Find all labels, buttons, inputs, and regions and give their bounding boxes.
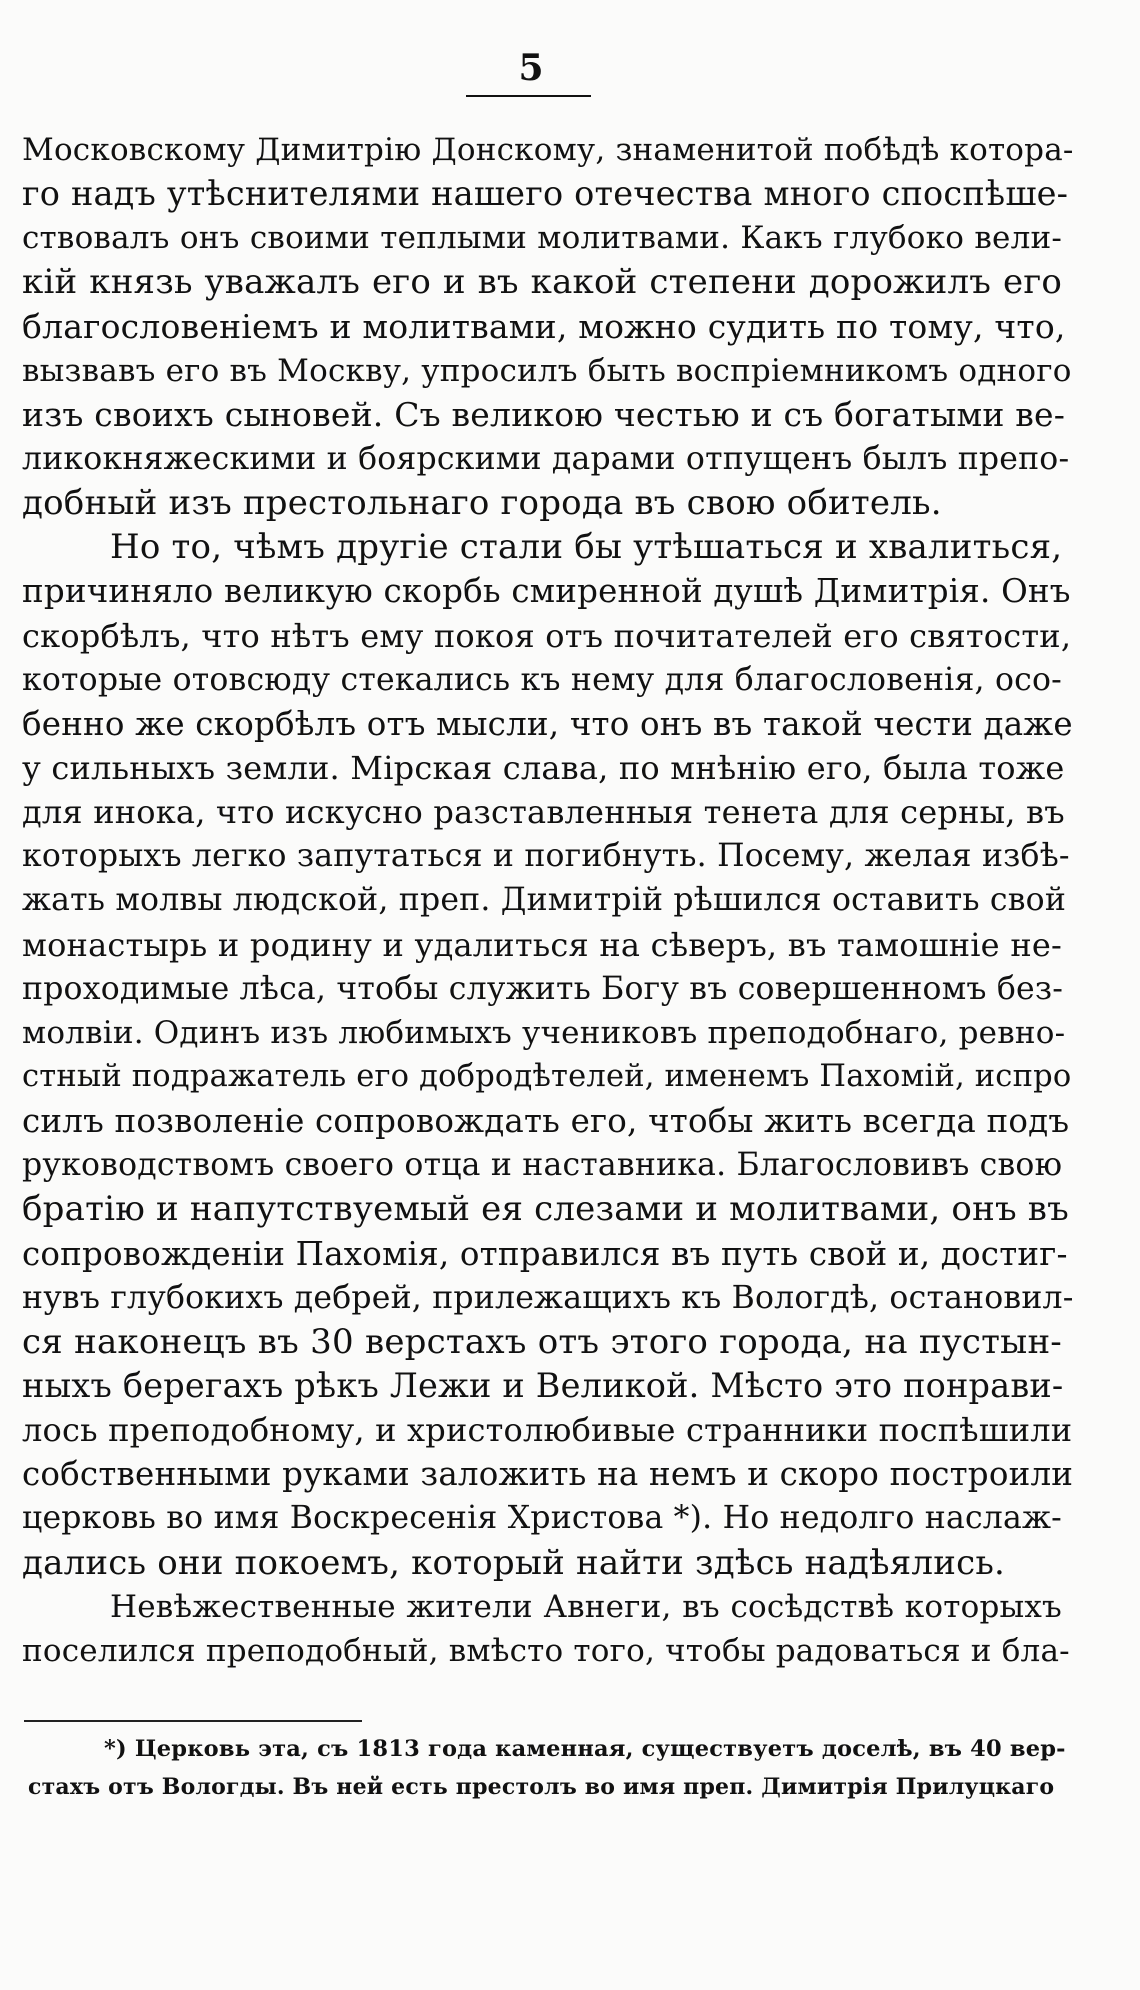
text-line: причиняло великую скорбь смиренной душѣ Димитрія. Онъ <box>22 572 1071 611</box>
page-number: 5 <box>518 47 544 89</box>
text-line: ствовалъ онъ своими теплыми молитвами. Какъ глубоко вели- <box>22 220 1062 257</box>
text-line: ся наконецъ въ 30 верстахъ отъ этого города, на пустын- <box>22 1321 1062 1362</box>
text-line: стный подражатель его добродѣтелей, именемъ Пахомій, испро <box>22 1058 1072 1094</box>
text-line: ликокняжескими и боярскими дарами отпущенъ былъ препо- <box>22 440 1070 477</box>
text-line: сопровожденіи Пахомія, отправился въ путь свой и, достиг- <box>22 1234 1068 1273</box>
footnote-line: *) Церковь эта, съ 1813 года каменная, существуетъ доселѣ, въ 40 вер- <box>104 1736 1066 1762</box>
text-line: Московскому Димитрію Донскому, знаменитой побѣдѣ которa- <box>22 132 1074 168</box>
text-line: благословеніемъ и молитвами, можно судить по тому, что, <box>22 306 1066 346</box>
text-line: кій князь уважалъ его и въ какой степени дорожилъ его <box>22 262 1062 303</box>
text-line: добный изъ престольнаго города въ свою обитель. <box>22 483 942 524</box>
text-line: собственными руками заложить на немъ и скоро построили <box>22 1455 1074 1494</box>
footnote-rule <box>24 1720 362 1722</box>
text-line: церковь во имя Воскресенія Христова *). Но недолго наслаж- <box>22 1500 1062 1537</box>
text-line: руководствомъ своего отца и наставника. Благословивъ свою <box>22 1147 1063 1184</box>
text-line: для инока, что искусно разставленныя тенета для серны, въ <box>22 793 1065 832</box>
text-line: бенно же скорбѣлъ отъ мысли, что онъ въ такой чести даже <box>22 704 1073 743</box>
text-line: вызвавъ его въ Москву, упросилъ быть воспріемникомъ одного <box>22 352 1072 389</box>
text-line: дались они покоемъ, который найти здѣсь надѣялись. <box>22 1542 1006 1583</box>
text-line: ныхъ берегахъ рѣкъ Лежи и Великой. Мѣсто это понрави- <box>22 1365 1064 1405</box>
text-line: лось преподобному, и христолюбивые странники поспѣшили <box>22 1411 1073 1450</box>
paragraph-start-line: Но то, чѣмъ другіе стали бы утѣшаться и хвалиться, <box>110 527 1063 568</box>
text-line: изъ своихъ сыновей. Съ великою честью и съ богатыми ве- <box>22 394 1066 434</box>
page-number-rule <box>466 95 591 97</box>
body-text <box>22 128 1074 1673</box>
text-line: проходимые лѣса, чтобы служить Богу въ совершенномъ без- <box>22 970 1064 1007</box>
text-line: братію и напутствуемый ея слезами и молитвами, онъ въ <box>22 1189 1069 1230</box>
text-line: го надъ утѣснителями нашего отечества много споспѣше- <box>22 174 1069 214</box>
text-line: поселился преподобный, вмѣсто того, чтобы радоваться и бла- <box>22 1632 1070 1669</box>
footnote-line: стахъ отъ Вологды. Въ ней есть престолъ во имя преп. Димитрія Прилуцкаго <box>28 1774 1055 1800</box>
paragraph-start-line: Невѣжественные жители Авнеги, въ сосѣдствѣ которыхъ <box>110 1588 1062 1625</box>
text-line: силъ позволеніе сопровождать его, чтобы жить всегда подъ <box>22 1102 1070 1141</box>
text-line: нувъ глубокихъ дебрей, прилежащихъ къ Вологдѣ, остановил- <box>22 1279 1074 1316</box>
text-line: молвіи. Одинъ изъ любимыхъ учениковъ преподобнаго, ревно- <box>22 1014 1066 1051</box>
text-line: у сильныхъ земли. Мірская слава, по мнѣнію его, была тоже <box>22 748 1065 787</box>
text-line: которыхъ легко запутаться и погибнуть. Посему, желая избѣ- <box>22 838 1070 875</box>
footnote <box>28 1730 1066 1806</box>
text-line: скорбѣлъ, что нѣтъ ему покоя отъ почитателей его святости, <box>22 616 1072 655</box>
text-line: жать молвы людской, преп. Димитрій рѣшился оставить свой <box>22 882 1067 919</box>
text-line: монастырь и родину и удалиться на сѣверъ, въ тамошніе не- <box>22 925 1062 964</box>
text-line: которые отовсюду стекались къ нему для благословенія, осо- <box>22 661 1062 698</box>
